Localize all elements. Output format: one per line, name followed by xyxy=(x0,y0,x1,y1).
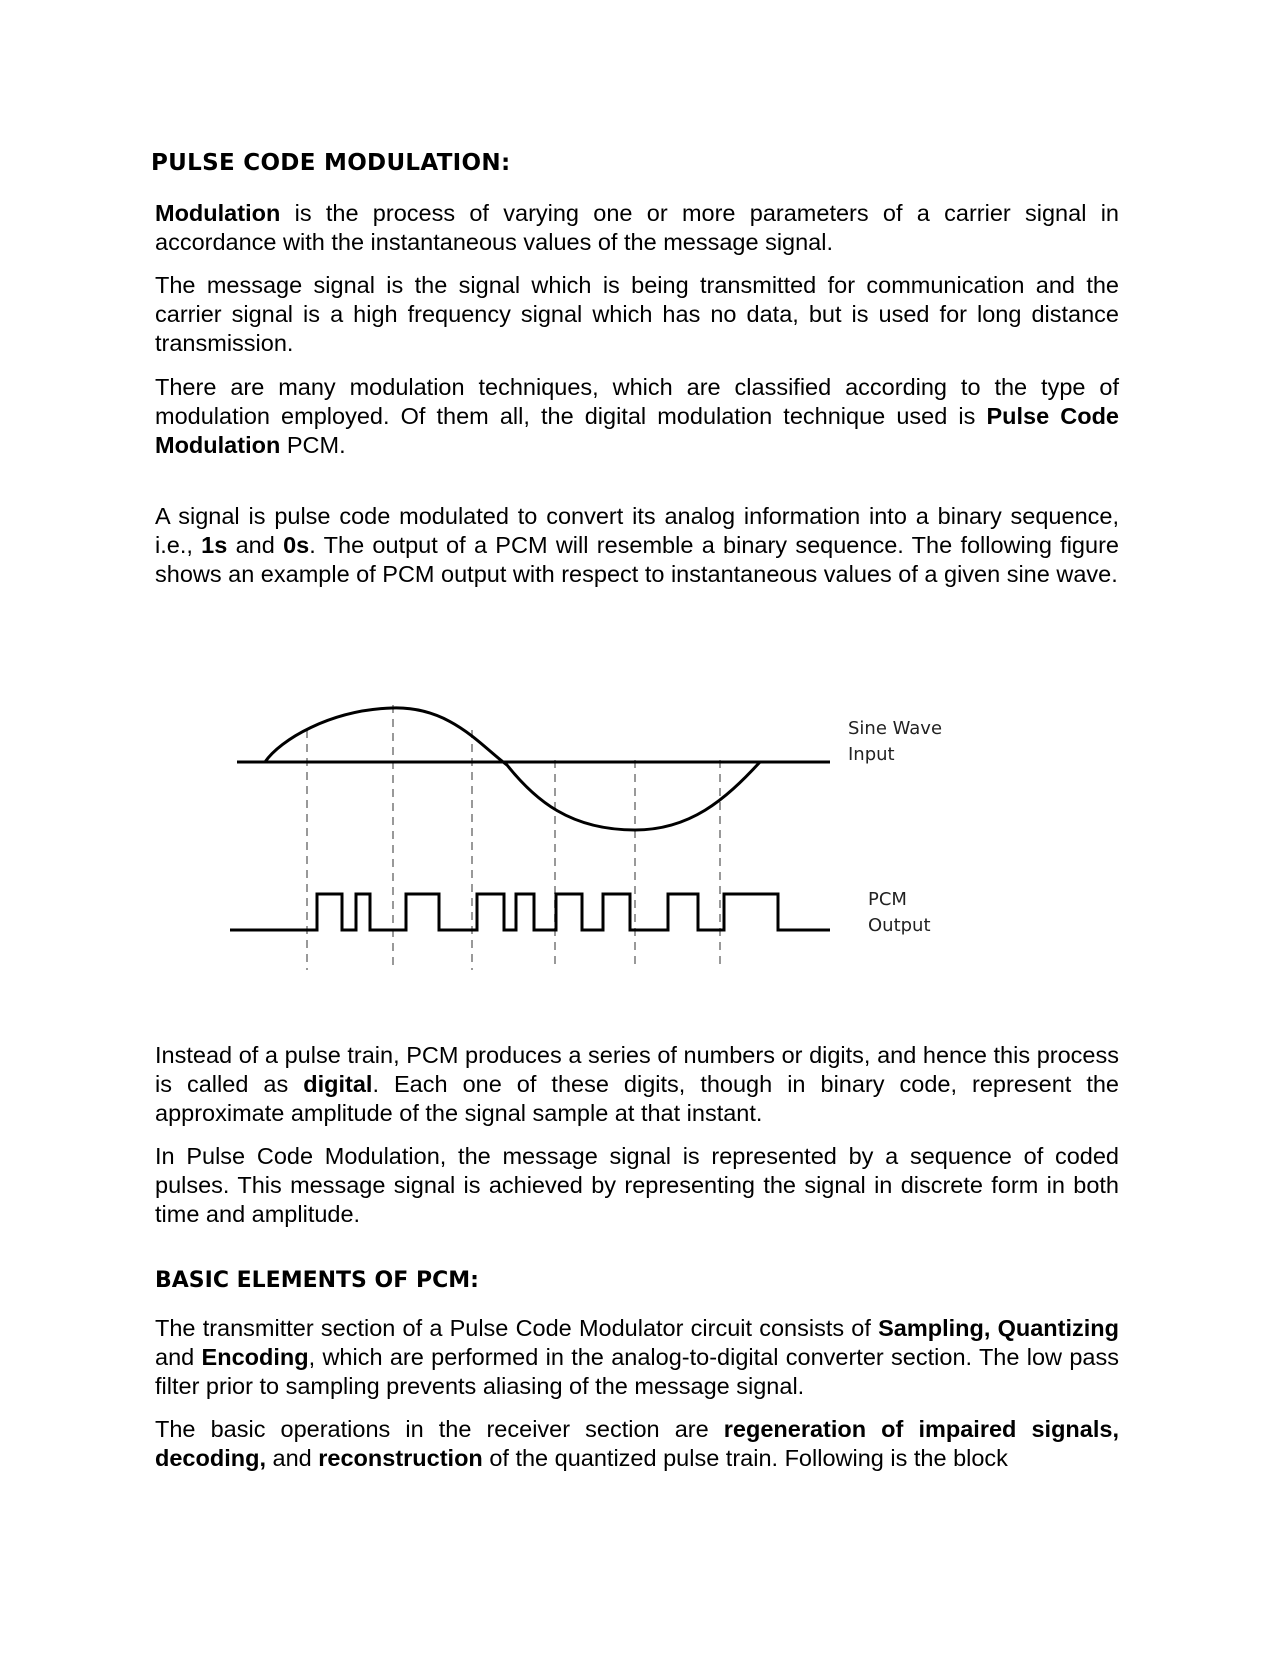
bold-term: Encoding xyxy=(201,1344,309,1370)
bold-term: digital xyxy=(303,1071,373,1097)
paragraph-text: and xyxy=(227,532,284,558)
pcm-figure xyxy=(220,690,980,990)
pcm-label-1: PCM xyxy=(868,889,907,910)
paragraph-text: , which are performed in the analog-to-digital converter section. The low pass filter prior to sampling prevents aliasing of the message signal. xyxy=(155,1344,1119,1399)
paragraph-text: The basic operations in the receiver section are xyxy=(155,1416,724,1442)
paragraph-text: . Each one of these digits, though in binary code, represent the approximate amplitude of the signal sample at that instant. xyxy=(155,1071,1119,1126)
paragraph-text: There are many modulation techniques, which are classified according to the type of modulation employed. Of them all, the digital modulation technique used is xyxy=(155,374,1119,429)
paragraph-text: . The output of a PCM will resemble a binary sequence. The following figure shows an example of PCM output with respect to instantaneous values of a given sine wave. xyxy=(155,532,1119,587)
pcm-pulse-train xyxy=(230,894,830,930)
paragraph-text: of the quantized pulse train. Following is the block xyxy=(482,1445,1008,1471)
bold-term: 1s xyxy=(201,532,228,558)
paragraph-text: Instead of a pulse train, PCM produces a series of numbers or digits, and hence this process is called as xyxy=(155,1042,1119,1097)
paragraph-text: A signal is pulse code modulated to convert its analog information into a binary sequence, i.e., xyxy=(155,503,1119,558)
paragraph-modulation xyxy=(155,199,1119,257)
paragraph-text: and xyxy=(265,1445,319,1471)
bold-term: Pulse Code Modulation xyxy=(155,403,1119,458)
bold-term: regeneration of impaired signals, decoding, xyxy=(155,1416,1119,1471)
paragraph-digital xyxy=(155,1041,1119,1128)
sine-label-1: Sine Wave xyxy=(848,718,943,739)
bold-term: 0s xyxy=(283,532,310,558)
paragraph-receiver xyxy=(155,1415,1119,1473)
bold-term: reconstruction xyxy=(318,1445,483,1471)
paragraph-message-signal: The message signal is the signal which is being transmitted for communication and the carrier signal is a high frequency signal which has no data, but is used for long distance transmission. xyxy=(155,272,1119,356)
sine-label-2: Input xyxy=(848,744,895,765)
paragraph-text: PCM. xyxy=(280,432,346,458)
paragraph-coded-pulses: In Pulse Code Modulation, the message signal is represented by a sequence of coded pulses. This message signal is achieved by representing the signal in discrete form in both time and amplitude. xyxy=(155,1143,1119,1227)
paragraph-text: The transmitter section of a Pulse Code Modulator circuit consists of xyxy=(155,1315,879,1341)
paragraph-transmitter xyxy=(155,1314,1119,1401)
paragraph-text: is the process of varying one or more parameters of a carrier signal in accordance with the instantaneous values of the message signal. xyxy=(155,200,1119,255)
bold-term: Modulation xyxy=(155,200,281,226)
pcm-label-2: Output xyxy=(868,915,931,936)
bold-term: Sampling, Quantizing xyxy=(878,1315,1119,1341)
section-heading: BASIC ELEMENTS OF PCM: xyxy=(155,1268,479,1293)
paragraph-binary-sequence xyxy=(155,502,1119,589)
paragraph-text: and xyxy=(155,1344,202,1370)
sine-wave xyxy=(265,708,760,830)
paragraph-techniques xyxy=(155,373,1119,460)
page-title: PULSE CODE MODULATION: xyxy=(151,150,511,176)
